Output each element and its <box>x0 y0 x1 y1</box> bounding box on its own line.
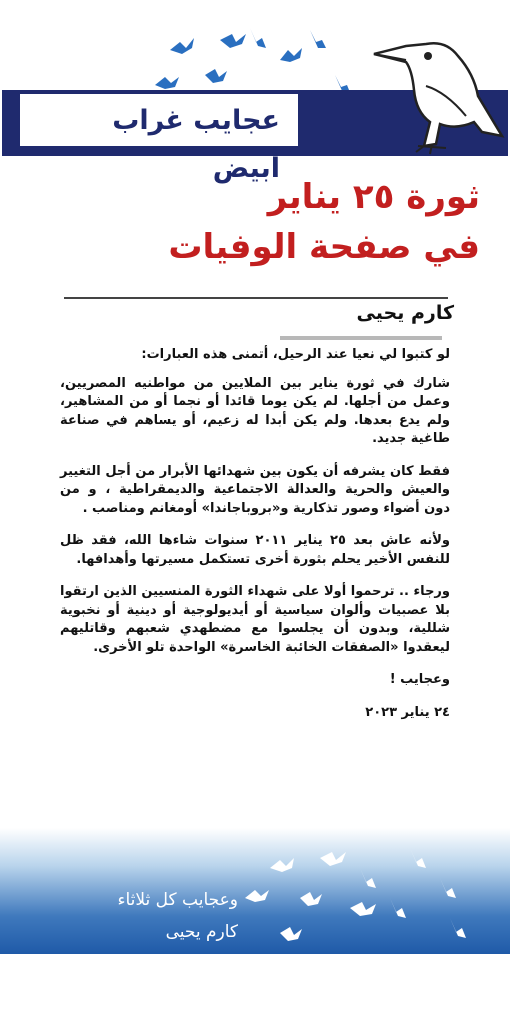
article-title <box>40 172 480 272</box>
footer <box>0 828 510 954</box>
author-name: كارم يحيى <box>356 302 454 324</box>
footer-line-2: كارم يحيى <box>165 922 238 942</box>
footer-line-1: وعجايب كل ثلاثاء <box>117 890 238 910</box>
white-crow-icon <box>366 26 506 156</box>
paragraph-intro: لو كتبوا لي نعيا عند الرحيل، أتمنى هذه العبارات: <box>141 347 450 362</box>
footer-birds-graphic <box>240 838 480 948</box>
flying-birds-graphic <box>150 20 370 100</box>
author-underline <box>280 336 442 340</box>
article-date: ٢٤ يناير ٢٠٢٣ <box>365 704 450 720</box>
paragraph: ورجاء .. ترحموا أولا على شهداء الثورة المنسيين الذين ارتقوا بلا عصبيات وألوان سياسية أو أيديولوجية أو دينية أو نخبوية شللية، وبدون أن يجلسوا مع مضطهدي شعبهم وقاتليهم ليعقدوا «الصفقات الخائبة الخاسرة» الواحدة تلو الأخرى. <box>60 584 450 655</box>
banner-title: عجايب غراب أبيض <box>112 105 280 184</box>
article-body <box>60 346 450 736</box>
article-title-line2: في صفحة الوفيات <box>168 227 480 267</box>
paragraph: فقط كان يشرفه أن يكون بين شهدائها الأبرار من أجل التغيير والعيش والحرية والعدالة الاجتماعية والديمقراطية ، و من دون أضواء وصور تذكارية و«بروباجاندا» أومغانم ومناصب . <box>60 463 450 516</box>
title-divider <box>64 297 448 299</box>
paragraph: ولأنه عاش بعد ٢٥ يناير ٢٠١١ سنوات شاءها الله، فقد ظل للنفس الأخير يحلم بثورة أخرى تستكمل مسيرتها وأهدافها. <box>60 533 450 567</box>
article-title-line1: ثورة ٢٥ يناير <box>267 177 480 217</box>
closing-line: وعجايب ! <box>389 672 450 687</box>
paragraph: شارك في ثورة يناير بين الملايين من مواطنيه المصريين، وعمل من أجلها. لم يكن يوما قائدا أو نجما أو من المشاهير، ولم يدع بعدها. ولم يكن أبدا له زعيم، أو يساهم في صناعة طاغية جديد. <box>60 375 450 446</box>
header <box>0 0 510 184</box>
